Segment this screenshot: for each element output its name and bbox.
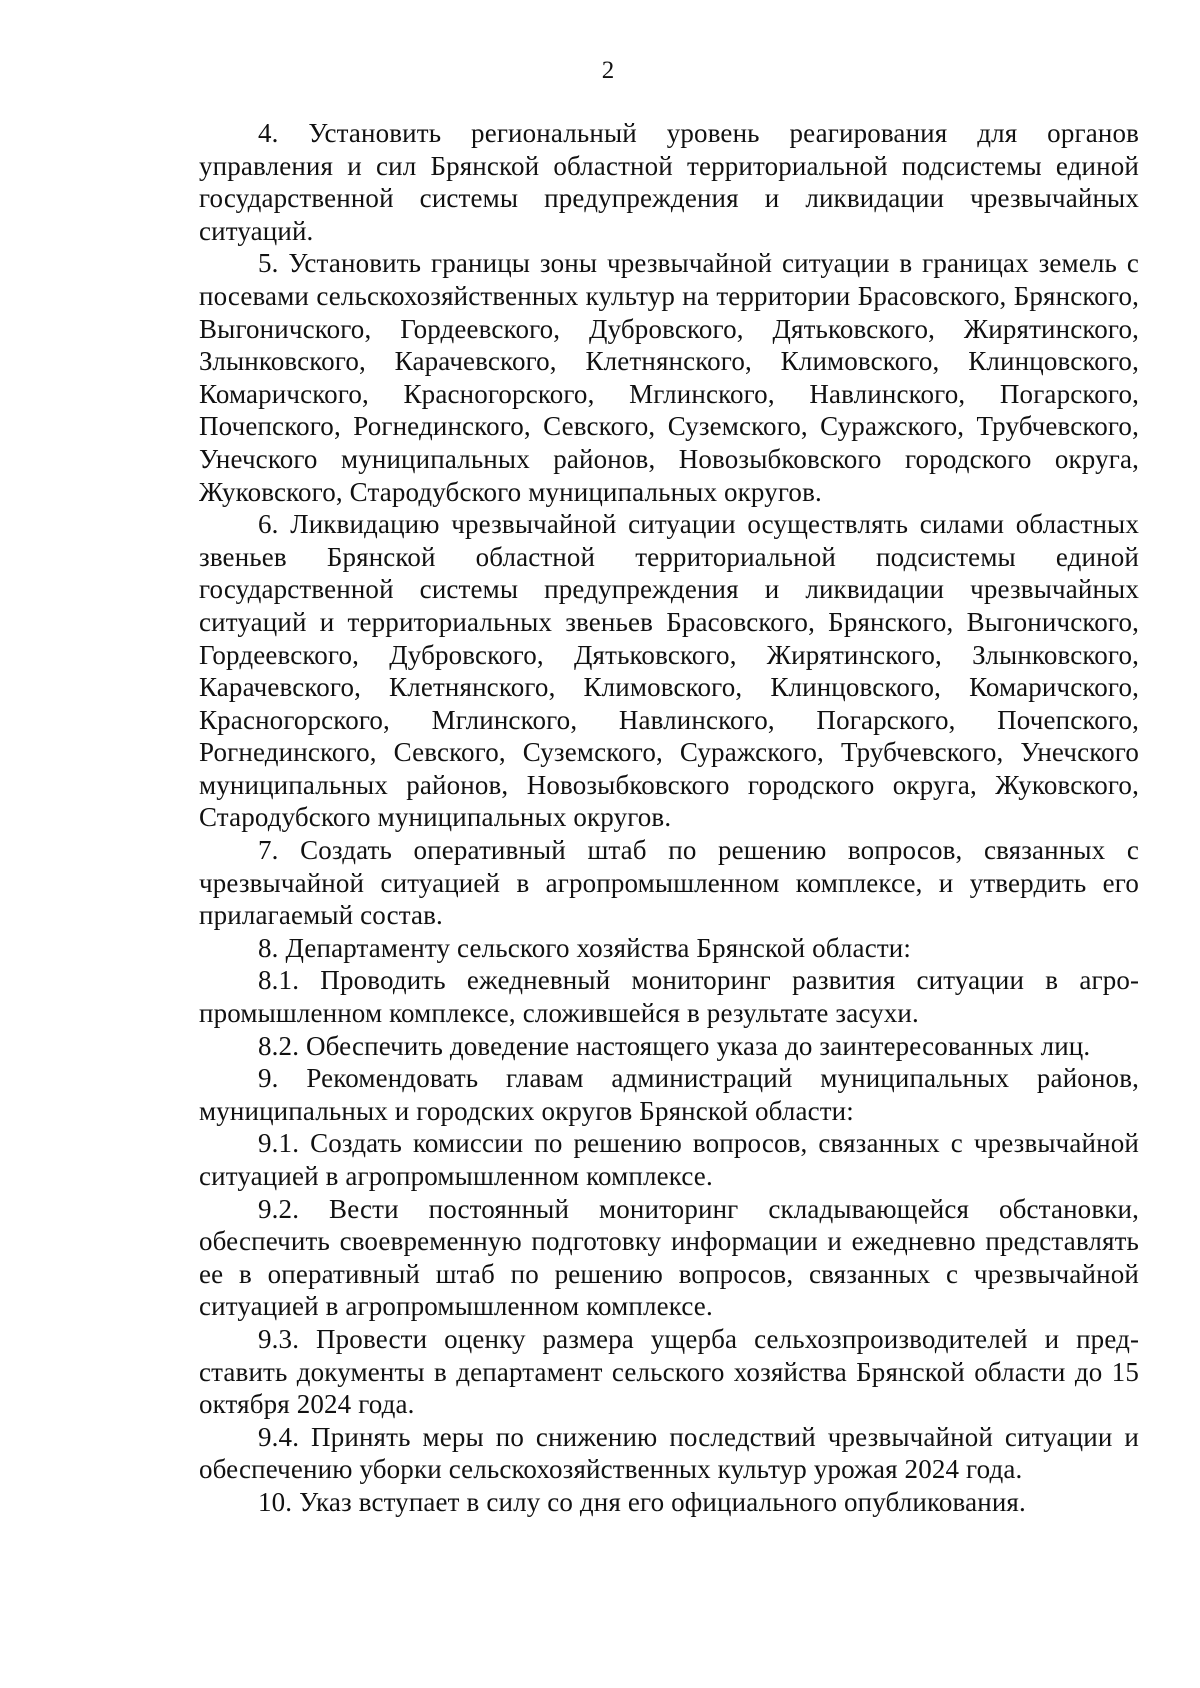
paragraph-item-8-2: 8.2. Обеспечить доведение настоящего указа до заинтересованных лиц. [258, 1030, 1091, 1061]
paragraph-item-9-3: 9.3. Провести оценку размера ущерба сельхозпроизводителей и представить документы в департамент сельского хозяйства Брянской области до 15 октября 2024 года. [199, 1323, 1139, 1420]
document-body [199, 117, 1139, 1519]
paragraph-item-10: 10. Указ вступает в силу со дня его официального опубликования. [258, 1486, 1026, 1517]
paragraph-item-9-2: 9.2. Вести постоянный мониторинг складывающейся обстановки, обеспечить своевременную подготовку информации и ежедневно представлять ее в оперативный штаб по решению вопросов, связанных с чрезвычайной ситуацией в агропромышленном комплексе. [199, 1193, 1139, 1322]
paragraph-item-9-1: 9.1. Создать комиссии по решению вопросов, связанных с чрезвычайной ситуацией в агропромышленном комплексе. [199, 1128, 1139, 1191]
paragraph-item-9: 9. Рекомендовать главам администраций муниципальных районов, муниципальных и городских округов Брянской области: [199, 1063, 1139, 1126]
paragraph-item-9-4: 9.4. Принять меры по снижению последствий чрезвычайной ситуации и обеспечению уборки сельскохозяйственных культур урожая 2024 года. [199, 1421, 1139, 1485]
paragraph-item-4: 4. Установить региональный уровень реагирования для органов управления и сил Брянской областной территориальной подсистемы единой государственной системы предупреждения и ликвидации чрезвычайных ситуаций. [199, 118, 1139, 246]
paragraph-item-8: 8. Департаменту сельского хозяйства Брянской области: [258, 932, 912, 963]
paragraph-item-6: 6. Ликвидацию чрезвычайной ситуации осуществлять силами областных звеньев Брянской областной территориальной подсистемы единой государственной системы предупреждения и ликвидации чрезвычайных ситуаций и территориальных звеньев Брасовского, Брянского, Выгоничского, Гордеевского, Дубровского, Дятьковского, Жирятинского, Злынковского, Карачевского, Клетнянского, Климовского, Клинцовского, Комаричского, Красногорского, Мглинского, Навлинского, Погарского, Почепского, Рогнединского, Севского, Суземского, Суражского, Трубчевского, Унечского муниципальных районов, Новозыбковского городского округа, Жуковского, Стародубского муниципальных округов. [199, 509, 1139, 833]
paragraph-item-8-1: 8.1. Проводить ежедневный мониторинг развития ситуации в агропромышленном комплексе, сложившейся в результате засухи. [199, 965, 1139, 1029]
paragraph-item-5: 5. Установить границы зоны чрезвычайной ситуации в границах земель с посевами сельскохозяйственных культур на территории Брасовского, Брянского, Выгоничского, Гордеевского, Дубровского, Дятьковского, Жирятинского, Злынковского, Карачевского, Клетнянского, Климовского, Клинцовского, Комаричского, Красногорского, Мглинского, Навлинского, Погарского, Почепского, Рогнединского, Севского, Суземского, Суражского, Трубчевского, Унечского муниципальных районов, Новозыбковского городского округа, Жуковского, Стародубского муниципальных округов. [199, 248, 1139, 507]
paragraph-item-7: 7. Создать оперативный штаб по решению вопросов, связанных с чрезвычайной ситуацией в агропромышленном комплексе, и утвердить его прилагаемый состав. [199, 835, 1139, 931]
page-number: 2 [601, 57, 615, 84]
